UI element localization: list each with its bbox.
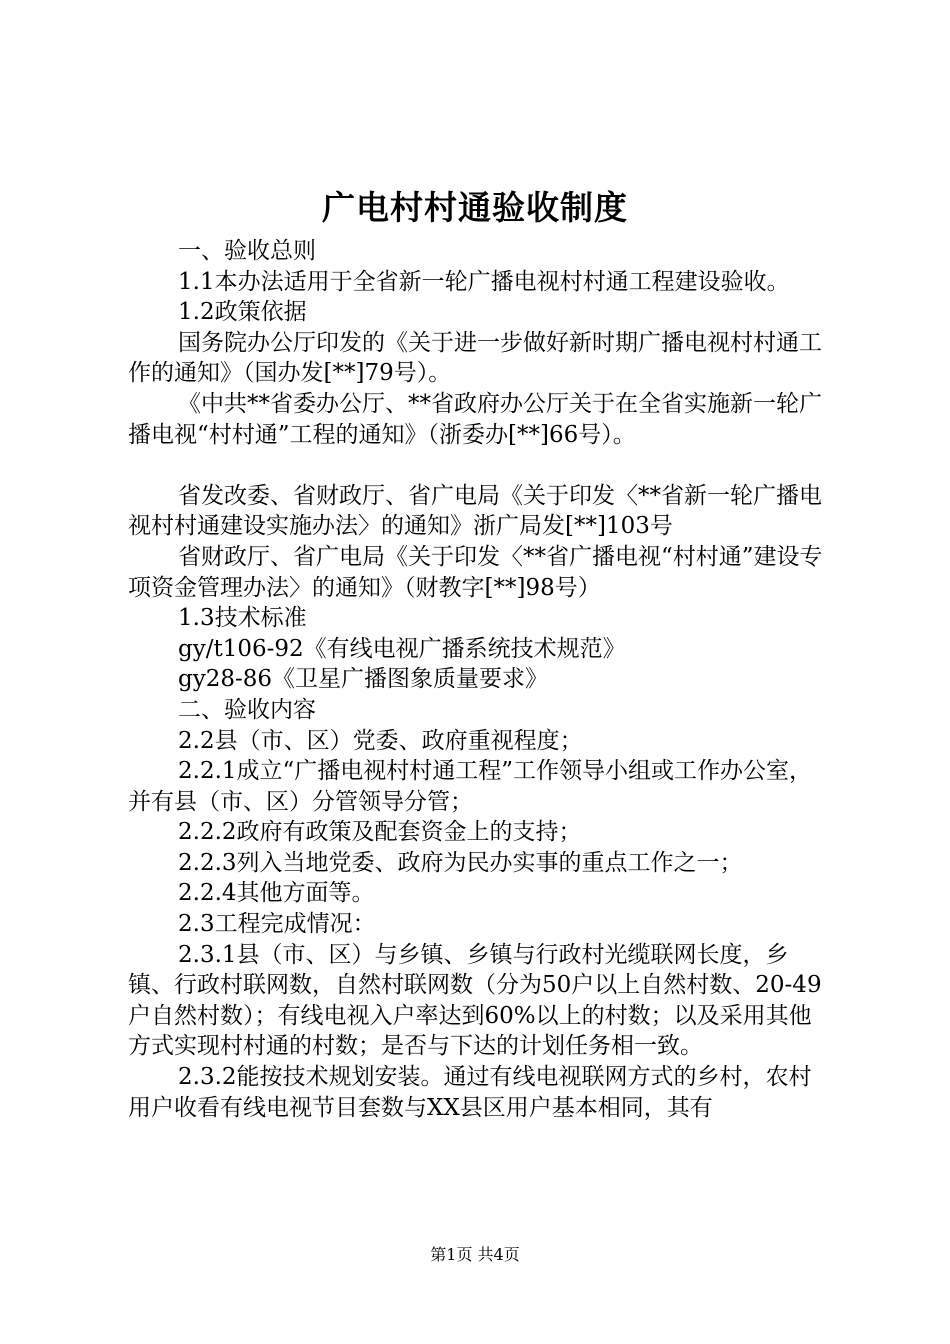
paragraph: 2.3.1县（市、区）与乡镇、乡镇与行政村光缆联网长度，乡镇、行政村联网数，自然村联网数（分为50户以上自然村数、20-49户自然村数）；有线电视入户率达到60%以上的村数；以及采用其他方式实现村村通的村数；是否与下达的计划任务相一致。 bbox=[128, 941, 822, 1060]
blank-line bbox=[128, 450, 834, 481]
paragraph: gy28-86《卫星广播图象质量要求》 bbox=[178, 666, 549, 693]
subsection-heading: 1.3技术标准 bbox=[178, 605, 307, 632]
paragraph: 省发改委、省财政厅、省广电局《关于印发〈**省新一轮广播电视村村通建设实施办法〉的通知》浙广局发[**]103号 bbox=[128, 482, 822, 540]
paragraph: 2.2.3列入当地党委、政府为民办实事的重点工作之一； bbox=[178, 849, 743, 876]
document-title: 广电村村通验收制度 bbox=[322, 188, 628, 227]
document-body bbox=[128, 236, 834, 1123]
paragraph: 省财政厅、省广电局《关于印发〈**省广播电视“村村通”建设专项资金管理办法〉的通知》（财教字[**]98号） bbox=[128, 543, 823, 601]
paragraph: 2.2.2政府有政策及配套资金上的支持； bbox=[178, 819, 582, 846]
paragraph: gy/t106-92《有线电视广播系统技术规范》 bbox=[178, 635, 626, 662]
paragraph: 2.2.1成立“广播电视村村通工程”工作领导小组或工作办公室，并有县（市、区）分管领导分管； bbox=[128, 758, 813, 815]
paragraph: 2.2县（市、区）党委、政府重视程度； bbox=[178, 727, 583, 754]
page-footer: 第1页 共4页 bbox=[430, 1245, 520, 1264]
paragraph: 《中共**省委办公厅、**省政府办公厅关于在全省实施新一轮广播电视“村村通”工程的通知》（浙委办[**]66号）。 bbox=[128, 390, 822, 448]
paragraph: 2.3.2能按技术规划安装。通过有线电视联网方式的乡村，农村用户收看有线电视节目套数与XX县区用户基本相同，其有 bbox=[128, 1064, 812, 1121]
paragraph: 1.1本办法适用于全省新一轮广播电视村村通工程建设验收。 bbox=[178, 268, 790, 295]
paragraph: 2.2.4其他方面等。 bbox=[178, 880, 375, 907]
subsection-heading: 1.2政策依据 bbox=[178, 299, 307, 326]
section-heading: 一、验收总则 bbox=[178, 238, 316, 264]
paragraph: 2.3工程完成情况： bbox=[178, 911, 376, 938]
paragraph: 国务院办公厅印发的《关于进一步做好新时期广播电视村村通工作的通知》（国办发[**]79号）。 bbox=[128, 329, 822, 387]
section-heading: 二、验收内容 bbox=[178, 696, 316, 723]
